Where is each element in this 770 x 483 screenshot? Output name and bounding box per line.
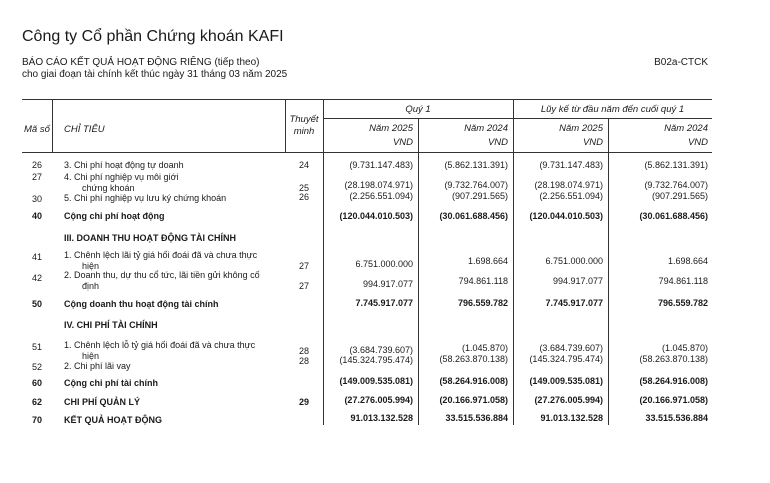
company-name: Công ty Cổ phần Chứng khoán KAFI [22, 28, 284, 45]
row-value-ytd-2024: 1.698.664 [667, 256, 708, 266]
row-note: 24 [298, 160, 309, 170]
row-value-ytd-2024: (20.166.971.058) [639, 395, 708, 405]
row-value-ytd-2024: 796.559.782 [657, 298, 708, 308]
col-header-q1-2024-unit: VND [487, 137, 508, 148]
row-label: Cộng chi phí hoạt động [64, 211, 165, 221]
row-label: Cộng doanh thu hoạt động tài chính [64, 299, 219, 309]
row-code: 40 [31, 211, 42, 221]
row-code: 42 [31, 273, 42, 283]
row-label: CHI PHÍ QUẢN LÝ [64, 397, 141, 407]
report-subtitle: cho giai đoạn tài chính kết thúc ngày 31 tháng 03 năm 2025 [22, 69, 288, 80]
row-label: Cộng chi phí tài chính [64, 378, 158, 388]
row-note: 28 [298, 346, 309, 356]
row-label: 2. Chi phí lãi vay [64, 361, 131, 371]
row-value-ytd-2025: 7.745.917.077 [545, 298, 603, 308]
row-value-ytd-2024: (9.732.764.007) [644, 180, 708, 190]
form-code: B02a-CTCK [654, 57, 708, 68]
row-value-ytd-2025: (2.256.551.094) [539, 191, 603, 201]
row-label: 1. Chênh lệch lỗ tỷ giá hối đoái đã và chưa thực [64, 340, 256, 350]
table-top-border [22, 99, 712, 100]
row-value-ytd-2024: (58.264.916.008) [639, 376, 708, 386]
row-value-q1-2024: (58.263.870.138) [439, 354, 508, 364]
col-header-q1-2025-unit: VND [392, 137, 413, 148]
row-value-q1-2024: 1.698.664 [467, 256, 508, 266]
col-header-ytd-2025-unit: VND [582, 137, 603, 148]
row-value-ytd-2025: (145.324.795.474) [529, 354, 603, 364]
row-note: 26 [298, 192, 309, 202]
row-label-continued: hiện [82, 351, 100, 361]
row-value-q1-2024: 33.515.536.884 [445, 413, 508, 423]
col-header-note: Thuyết minh [289, 114, 319, 137]
row-code: 27 [31, 172, 42, 182]
row-value-q1-2024: (5.862.131.391) [444, 160, 508, 170]
row-code: 62 [31, 397, 42, 407]
row-value-q1-2024: (30.061.688.456) [439, 211, 508, 221]
row-value-q1-2024: (9.732.764.007) [444, 180, 508, 190]
row-value-ytd-2025: (28.198.074.971) [534, 180, 603, 190]
row-label-continued: định [82, 281, 100, 291]
row-value-q1-2024: (58.264.916.008) [439, 376, 508, 386]
row-value-ytd-2025: 994.917.077 [552, 276, 603, 286]
row-value-q1-2025: 7.745.917.077 [355, 298, 413, 308]
col-header-group-quarter: Quý 1 [405, 104, 431, 115]
row-code: 60 [31, 378, 42, 388]
row-code: 51 [31, 342, 42, 352]
row-label-continued: chứng khoán [82, 183, 135, 193]
row-value-ytd-2024: 794.861.118 [658, 276, 708, 286]
row-value-q1-2025: (2.256.551.094) [349, 191, 413, 201]
report-title: BÁO CÁO KẾT QUẢ HOẠT ĐỘNG RIÊNG (tiếp theo) [22, 57, 260, 68]
row-value-q1-2025: (149.009.535.081) [339, 376, 413, 386]
row-note: 27 [298, 281, 309, 291]
row-value-ytd-2025: 91.013.132.528 [540, 413, 603, 423]
row-note: 27 [298, 261, 309, 271]
row-value-ytd-2024: (5.862.131.391) [644, 160, 708, 170]
row-value-ytd-2024: 33.515.536.884 [645, 413, 708, 423]
row-value-q1-2025: (28.198.074.971) [344, 180, 413, 190]
col-header-ytd-2025: Năm 2025 [559, 123, 603, 134]
row-value-q1-2025: 91.013.132.528 [350, 413, 413, 423]
row-value-q1-2024: (907.291.565) [451, 191, 508, 201]
row-value-q1-2025: (3.684.739.607) [349, 345, 413, 355]
row-value-ytd-2024: (907.291.565) [651, 191, 708, 201]
row-code: 52 [31, 362, 42, 372]
col-header-ytd-2024: Năm 2024 [664, 123, 708, 134]
row-code: 41 [31, 252, 42, 262]
row-value-q1-2024: 794.861.118 [458, 276, 508, 286]
row-code: 26 [31, 160, 42, 170]
row-label: KẾT QUẢ HOẠT ĐỘNG [64, 415, 162, 425]
row-value-ytd-2025: (3.684.739.607) [539, 343, 603, 353]
row-label: 3. Chi phí hoạt động tự doanh [64, 160, 184, 170]
col-header-code: Mã số [24, 124, 50, 135]
group-divider [323, 118, 712, 119]
col-header-group-ytd: Lũy kế từ đầu năm đến cuối quý 1 [540, 104, 685, 115]
row-value-ytd-2025: (9.731.147.483) [539, 160, 603, 170]
col-header-ytd-2024-unit: VND [687, 137, 708, 148]
row-value-ytd-2024: (1.045.870) [661, 343, 708, 353]
row-value-q1-2024: (20.166.971.058) [439, 395, 508, 405]
row-code: 50 [31, 299, 42, 309]
row-note: 29 [298, 397, 309, 407]
col-header-item: CHỈ TIÊU [64, 124, 105, 135]
row-label: 4. Chi phí nghiệp vụ môi giới [64, 172, 179, 182]
row-value-ytd-2025: (149.009.535.081) [529, 376, 603, 386]
row-code: 70 [31, 415, 42, 425]
row-value-ytd-2024: (58.263.870.138) [639, 354, 708, 364]
col-header-q1-2025: Năm 2025 [369, 123, 413, 134]
row-value-q1-2025: 6.751.000.000 [355, 259, 413, 269]
row-value-q1-2025: (27.276.005.994) [344, 395, 413, 405]
row-code: 30 [31, 194, 42, 204]
row-label-continued: hiện [82, 261, 100, 271]
col-header-q1-2024: Năm 2024 [464, 123, 508, 134]
row-value-q1-2025: (9.731.147.483) [349, 160, 413, 170]
row-note: 25 [298, 183, 309, 193]
row-value-ytd-2025: 6.751.000.000 [545, 256, 603, 266]
row-label: 5. Chi phí nghiệp vụ lưu ký chứng khoán [64, 193, 227, 203]
section-heading: IV. CHI PHÍ TÀI CHÍNH [64, 320, 158, 330]
row-value-q1-2025: 994.917.077 [362, 279, 413, 289]
row-value-ytd-2024: (30.061.688.456) [639, 211, 708, 221]
row-value-q1-2024: (1.045.870) [461, 343, 508, 353]
row-value-q1-2025: (145.324.795.474) [339, 355, 413, 365]
row-value-q1-2025: (120.044.010.503) [339, 211, 413, 221]
col-divider-code [52, 99, 53, 152]
row-label: 1. Chênh lệch lãi tỷ giá hối đoái đã và chưa thực [64, 250, 258, 260]
row-note: 28 [298, 356, 309, 366]
row-value-q1-2024: 796.559.782 [457, 298, 508, 308]
row-label: 2. Doanh thu, dự thu cổ tức, lãi tiền gửi không cố [64, 270, 260, 280]
row-value-ytd-2025: (27.276.005.994) [534, 395, 603, 405]
row-value-ytd-2025: (120.044.010.503) [529, 211, 603, 221]
section-heading: III. DOANH THU HOẠT ĐỘNG TÀI CHÍNH [64, 233, 236, 243]
